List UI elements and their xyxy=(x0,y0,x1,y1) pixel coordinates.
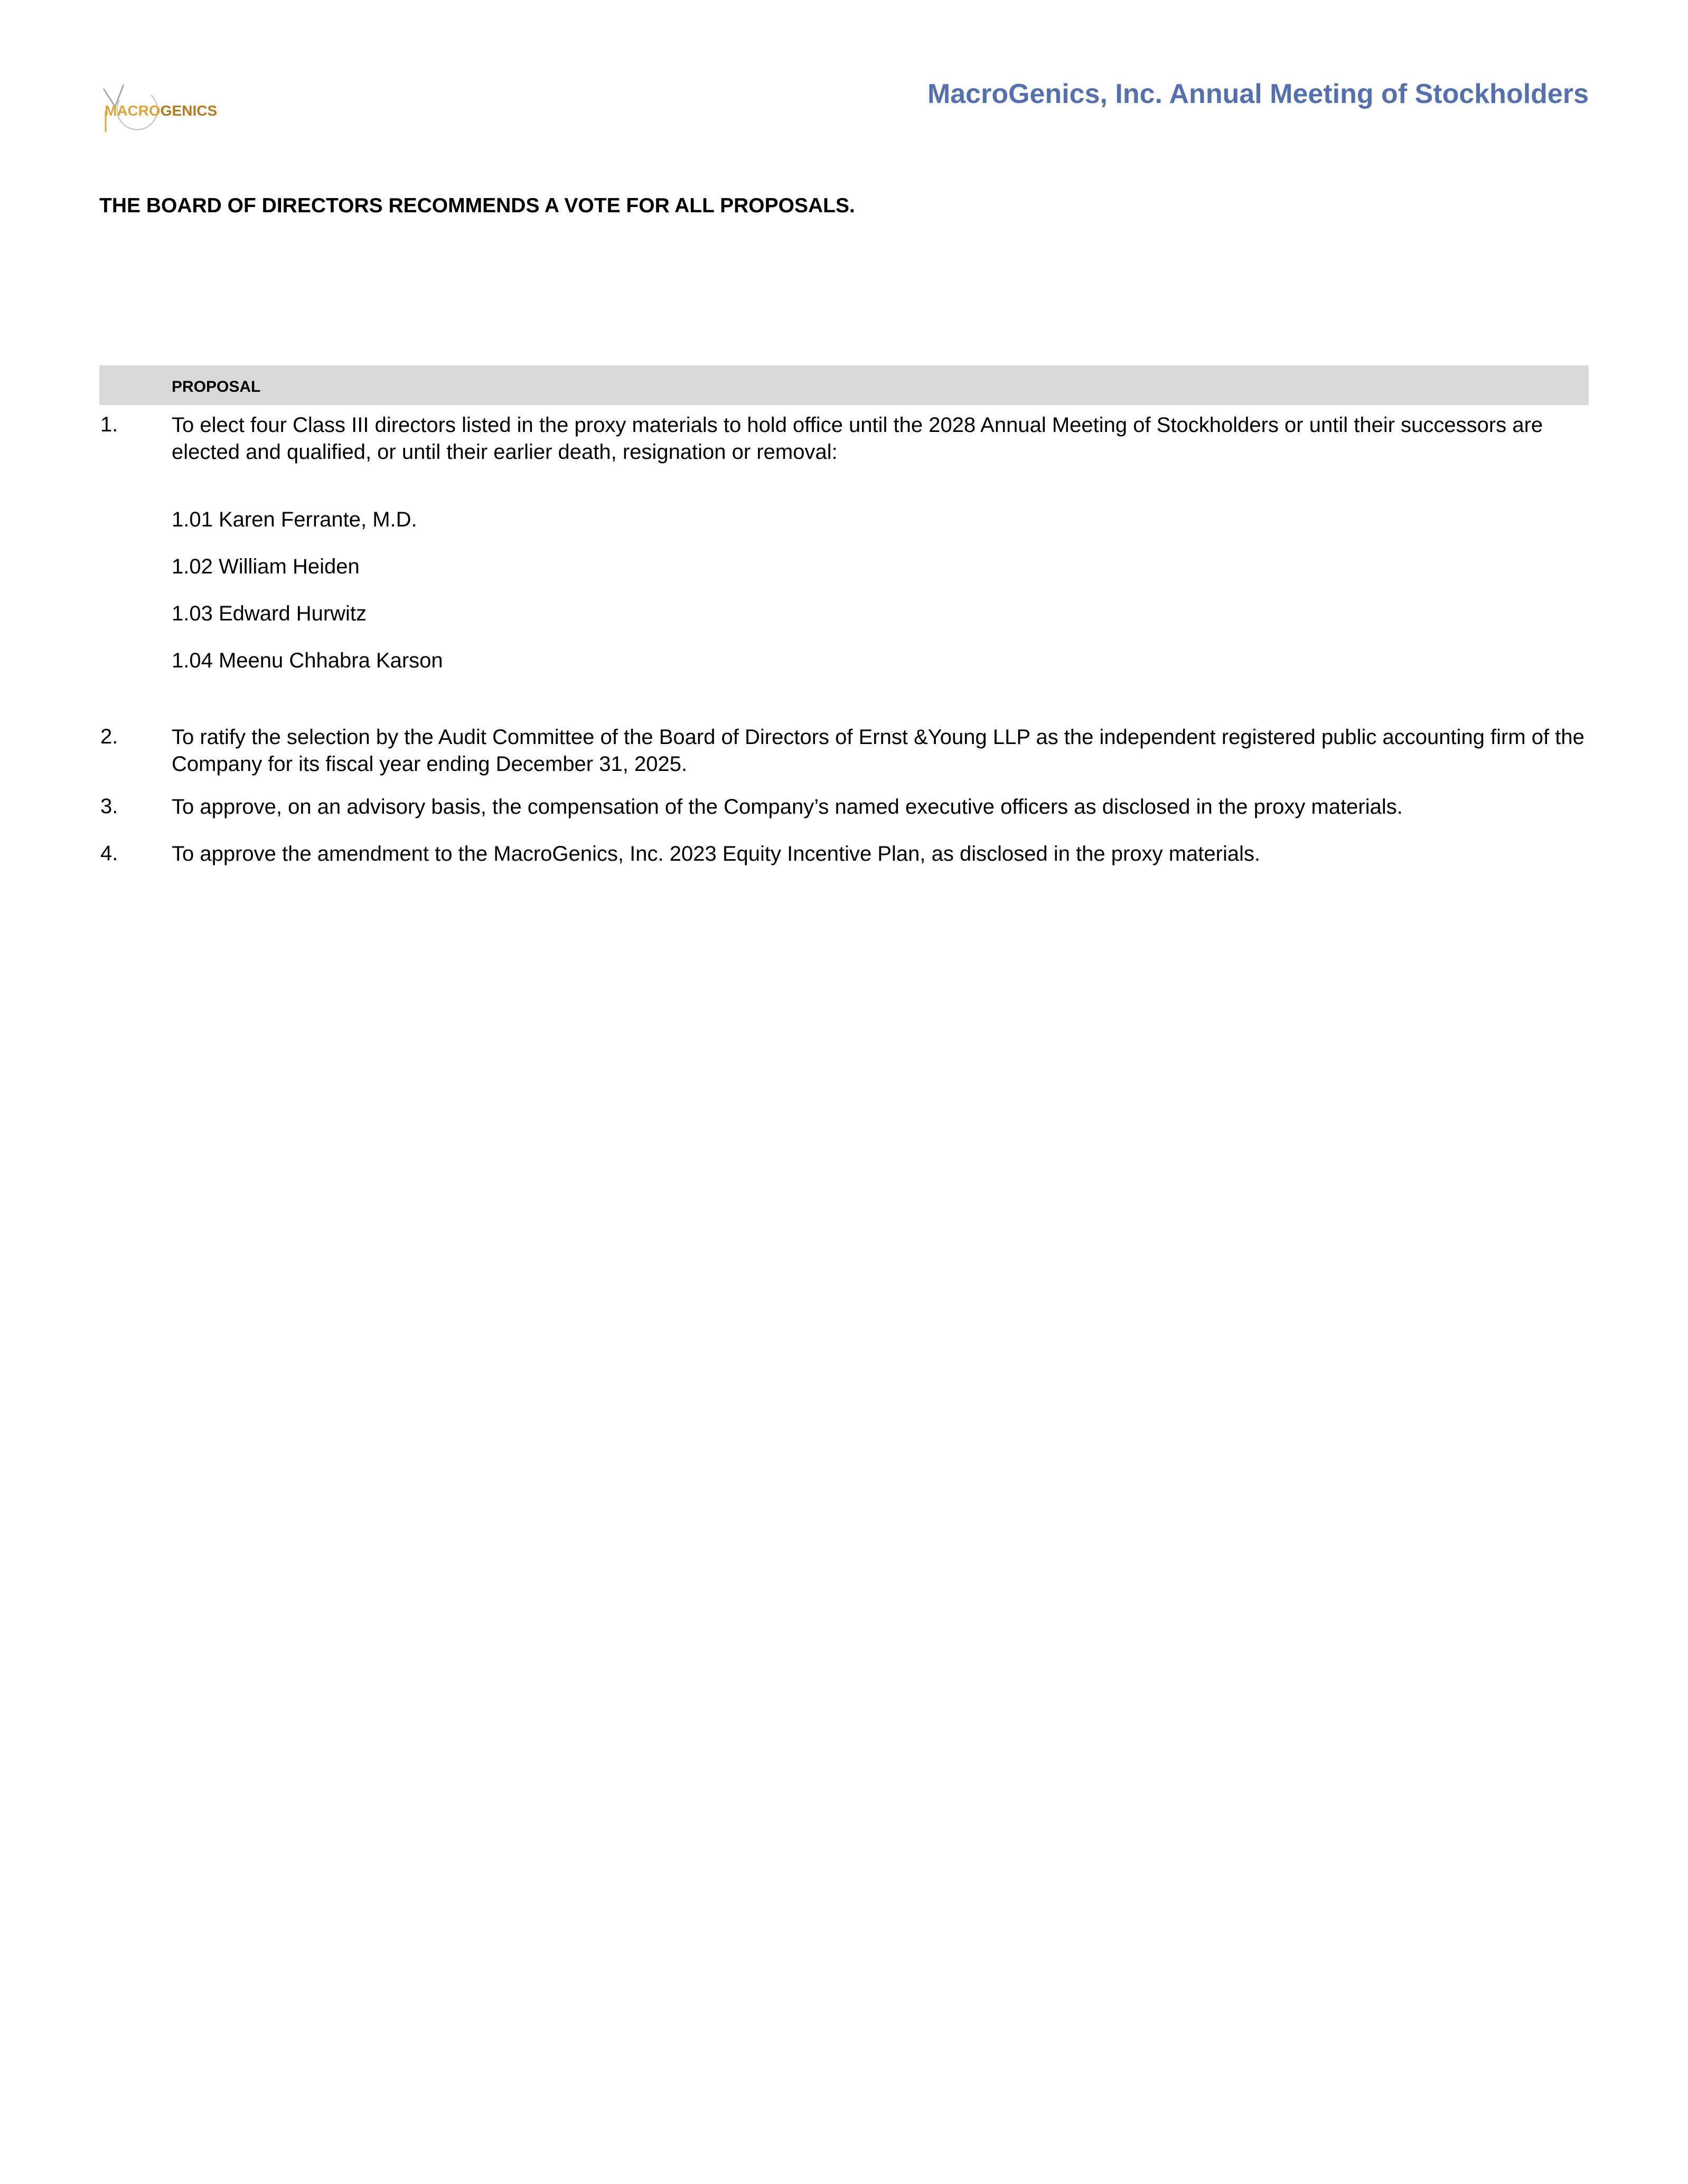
proposal-text: To approve, on an advisory basis, the compensation of the Company’s named executive officers as disclosed in the proxy materials. xyxy=(172,795,1403,818)
macrogenics-logo xyxy=(99,79,218,143)
logo-wordmark-genics: GENICS xyxy=(160,102,218,119)
nominee-item: 1.01 Karen Ferrante, M.D. xyxy=(172,508,417,531)
proposal-table-header xyxy=(99,365,1589,405)
nominee-item: 1.03 Edward Hurwitz xyxy=(172,602,367,625)
board-recommendation: THE BOARD OF DIRECTORS RECOMMENDS A VOTE FOR ALL PROPOSALS. xyxy=(99,194,855,217)
logo-wordmark xyxy=(105,102,217,119)
proposal-column-label: PROPOSAL xyxy=(172,378,261,396)
logo-wordmark-macro: MACRO xyxy=(105,102,161,119)
proposal-text: To elect four Class III directors listed in the proxy materials to hold office until the 2028 Annual Meeting of Stockholders or until their successors are elected and qualified, or until their earlier death, resignation or removal: xyxy=(172,413,1543,464)
page-title: MacroGenics, Inc. Annual Meeting of Stockholders xyxy=(927,79,1589,109)
proposal-text: To ratify the selection by the Audit Committee of the Board of Directors of Ernst &Young LLP as the independent registered public accounting firm of the Company for its fiscal year ending December 31, 2025. xyxy=(172,726,1584,776)
proposal-text: To approve the amendment to the MacroGenics, Inc. 2023 Equity Incentive Plan, as disclosed in the proxy materials. xyxy=(172,842,1261,865)
nominee-item: 1.02 William Heiden xyxy=(172,555,360,578)
proposal-number: 4. xyxy=(100,842,118,865)
proposal-number: 1. xyxy=(100,413,118,436)
proposal-number: 2. xyxy=(100,725,118,748)
proposal-number: 3. xyxy=(100,795,118,818)
nominee-item: 1.04 Meenu Chhabra Karson xyxy=(172,649,443,672)
